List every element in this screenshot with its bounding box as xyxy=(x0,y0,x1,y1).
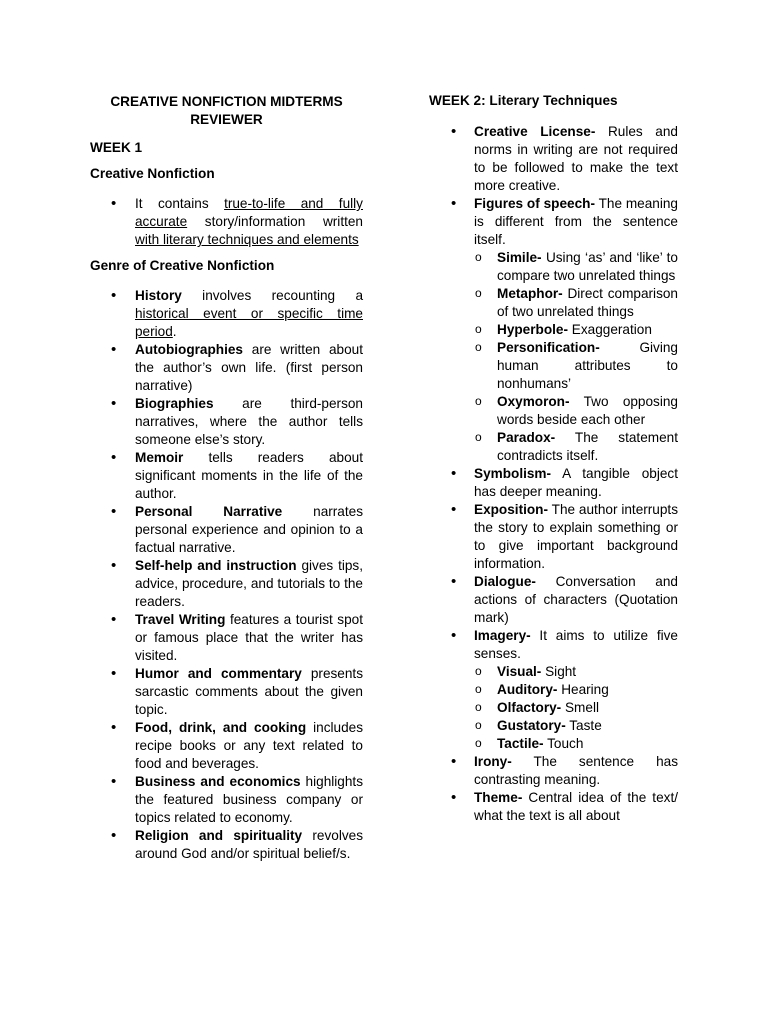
underlined-text: historical event or specific time period xyxy=(135,306,363,339)
list-item xyxy=(90,611,363,665)
term: Autobiographies xyxy=(135,342,243,357)
list-item xyxy=(90,773,363,827)
definition: tells readers about significant moments in the life of the author. xyxy=(135,450,363,501)
week1-heading: WEEK 1 xyxy=(90,140,143,155)
definition: It aims to utilize five senses. xyxy=(474,628,678,661)
sub-list-item xyxy=(474,717,678,735)
list-item xyxy=(429,123,678,195)
definition: Using ‘as’ and ‘like’ to compare two unrelated things xyxy=(497,250,678,283)
definition: narrates personal experience and opinion to a factual narrative. xyxy=(135,504,363,555)
definition: features a tourist spot or famous place that the writer has visited. xyxy=(135,612,364,663)
definition: are third-person narratives, where the author tells someone else’s story. xyxy=(135,396,363,447)
sub-list-item xyxy=(474,429,678,465)
right-column xyxy=(429,91,678,825)
term: Hyperbole- xyxy=(497,322,569,337)
list-item xyxy=(429,465,678,501)
sub-list-item xyxy=(474,249,678,285)
list-item xyxy=(90,503,363,557)
list-item xyxy=(429,195,678,465)
term: Simile- xyxy=(497,250,542,265)
definition: Central idea of the text/ what the text is all about xyxy=(474,790,678,823)
term: Auditory- xyxy=(497,682,558,697)
definition: gives tips, advice, procedure, and tutorials to the readers. xyxy=(135,558,364,609)
sub-list-item xyxy=(474,735,678,753)
genre-list xyxy=(90,287,363,863)
definition: involves recounting a xyxy=(181,288,363,303)
sub-list-item xyxy=(474,699,678,717)
term: Tactile- xyxy=(497,736,544,751)
definition: The author interrupts the story to explain something or to give important background information. xyxy=(474,502,678,571)
term: Figures of speech- xyxy=(474,196,595,211)
figures-sublist xyxy=(474,249,678,465)
term: Personification- xyxy=(497,340,600,355)
definition: Exaggeration xyxy=(568,322,652,337)
definition: Smell xyxy=(561,700,599,715)
list-item xyxy=(429,753,678,789)
term: Oxymoron- xyxy=(497,394,570,409)
definition: Taste xyxy=(565,718,602,733)
title-line-2: REVIEWER xyxy=(190,112,263,127)
definition: Sight xyxy=(541,664,577,679)
techniques-list xyxy=(429,123,678,825)
term: Creative License- xyxy=(474,124,596,139)
definition: Rules and norms in writing are not required to be followed to make the text more creative. xyxy=(474,124,678,193)
text-span: It contains xyxy=(135,196,225,211)
list-item xyxy=(90,665,363,719)
list-item xyxy=(429,789,678,825)
list-item xyxy=(90,341,363,395)
term: Symbolism- xyxy=(474,466,552,481)
list-item xyxy=(90,195,363,249)
definition: highlights the featured business company or topics related to economy. xyxy=(135,774,363,825)
term: Religion and spirituality xyxy=(135,828,303,843)
definition: Giving human attributes to nonhumans’ xyxy=(497,340,678,391)
term: Humor and commentary xyxy=(135,666,302,681)
term: Imagery- xyxy=(474,628,531,643)
term: Theme- xyxy=(474,790,523,805)
term: Self-help and instruction xyxy=(135,558,297,573)
list-item xyxy=(90,719,363,773)
list-item xyxy=(90,557,363,611)
definition: Direct comparison of two unrelated things xyxy=(497,286,678,319)
sub-list-item xyxy=(474,339,678,393)
text-span: story/information written xyxy=(187,214,363,229)
definition-tail: . xyxy=(172,324,177,339)
term: Visual- xyxy=(497,664,542,679)
list-item xyxy=(429,501,678,573)
sub-list-item xyxy=(474,321,678,339)
sub-list-item xyxy=(474,393,678,429)
term: Irony- xyxy=(474,754,512,769)
definition: includes recipe books or any text related to food and beverages. xyxy=(135,720,363,771)
term: Travel Writing xyxy=(135,612,226,627)
definition: A tangible object has deeper meaning. xyxy=(474,466,678,499)
underlined-text: with literary techniques and elements xyxy=(135,232,359,247)
title-line-1: CREATIVE NONFICTION MIDTERMS xyxy=(110,94,343,109)
term: Personal Narrative xyxy=(135,504,283,519)
definition: revolves around God and/or spiritual belief/s. xyxy=(135,828,363,861)
definition: Conversation and actions of characters (Quotation mark) xyxy=(474,574,678,625)
week2-heading: WEEK 2: Literary Techniques xyxy=(429,93,618,108)
term: Metaphor- xyxy=(497,286,563,301)
term: Paradox- xyxy=(497,430,556,445)
definition: Hearing xyxy=(557,682,609,697)
definition: presents sarcastic comments about the given topic. xyxy=(135,666,363,717)
definition: are written about the author’s own life. (first person narrative) xyxy=(135,342,363,393)
sub-list-item xyxy=(474,285,678,321)
list-item xyxy=(90,395,363,449)
list-item xyxy=(429,573,678,627)
list-item xyxy=(429,627,678,753)
definition: The sentence has contrasting meaning. xyxy=(474,754,678,787)
definition: Touch xyxy=(543,736,584,751)
left-column xyxy=(90,91,363,863)
term: Dialogue- xyxy=(474,574,536,589)
term: Food, drink, and cooking xyxy=(135,720,307,735)
genre-heading: Genre of Creative Nonfiction xyxy=(90,258,275,273)
definition: The statement contradicts itself. xyxy=(497,430,678,463)
term: Exposition- xyxy=(474,502,549,517)
cnf-heading: Creative Nonfiction xyxy=(90,166,215,181)
sub-list-item xyxy=(474,663,678,681)
definition: Two opposing words beside each other xyxy=(497,394,678,427)
list-item xyxy=(90,449,363,503)
list-item xyxy=(90,287,363,341)
term: Business and economics xyxy=(135,774,301,789)
underlined-text: true-to-life and fully accurate xyxy=(135,196,363,229)
list-item xyxy=(90,827,363,863)
term: Biographies xyxy=(135,396,214,411)
sub-list-item xyxy=(474,681,678,699)
term: Olfactory- xyxy=(497,700,562,715)
document-title xyxy=(90,93,363,129)
definition: The meaning is different from the sentence itself. xyxy=(474,196,678,247)
imagery-sublist xyxy=(474,663,678,753)
cnf-list xyxy=(90,195,363,249)
term: Gustatory- xyxy=(497,718,566,733)
term: Memoir xyxy=(135,450,184,465)
term: History xyxy=(135,288,182,303)
